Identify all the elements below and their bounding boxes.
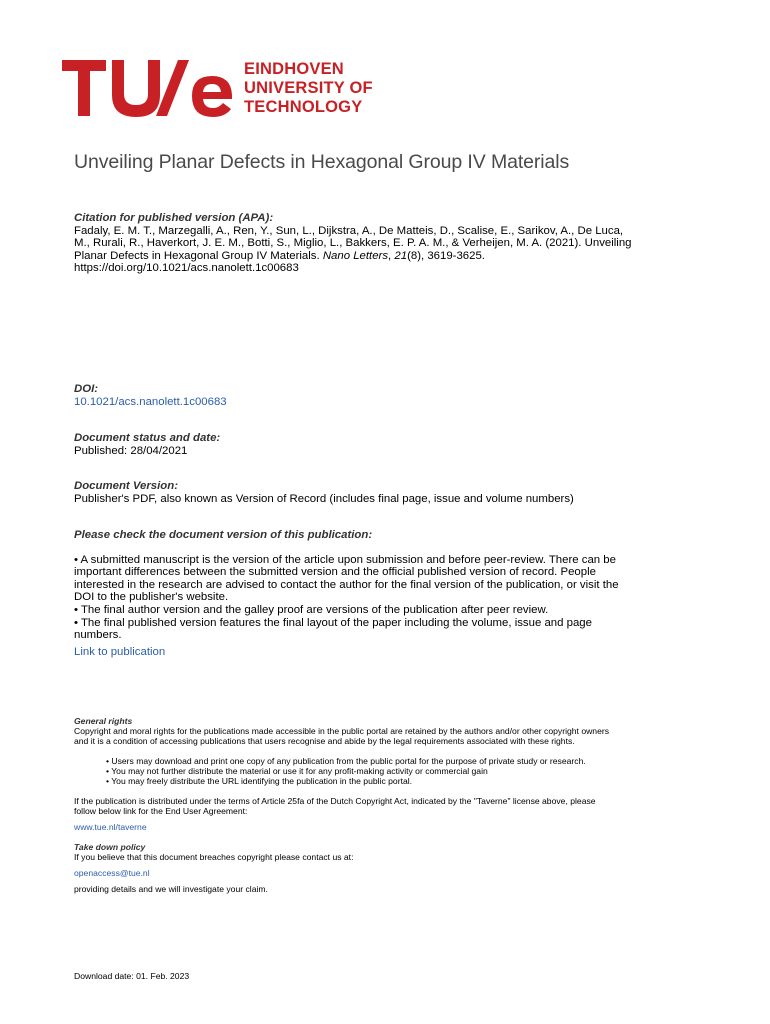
citation-sep: , (388, 249, 395, 262)
tue-logo (62, 56, 232, 120)
doi-link[interactable]: 10.1021/acs.nanolett.1c00683 (74, 395, 227, 408)
logo-line-1: EINDHOVEN (244, 60, 344, 78)
rights-section (74, 716, 724, 832)
citation-journal: Nano Letters (322, 249, 389, 262)
citation-label: Citation for published version (APA): (74, 212, 274, 224)
rights-bullet-1: • Users may download and print one copy of any publication from the public portal for the purpose of private study or research. (106, 756, 586, 766)
logo-line-3: TECHNOLOGY (244, 98, 363, 116)
publication-link[interactable]: Link to publication (74, 645, 166, 658)
download-date: Download date: 01. Feb. 2023 (74, 971, 190, 981)
takedown-line-2: providing details and we will investigate your claim. (74, 884, 268, 894)
check-bullet-2: • The final author version and the galley proof are versions of the publication after peer review. (74, 603, 549, 616)
doi-section (74, 383, 714, 408)
status-section (74, 432, 714, 457)
takedown-line-1: If you believe that this document breaches copyright please contact us at: (74, 852, 354, 862)
status-label: Document status and date: (74, 432, 221, 444)
check-bullet-3-line-2: numbers. (74, 629, 122, 642)
logo-line-2: UNIVERSITY OF (244, 79, 373, 97)
citation-line-3-post: (8), 3619-3625. (407, 249, 485, 262)
publication-title: Unveiling Planar Defects in Hexagonal Group IV Materials (74, 151, 570, 173)
citation-line-3 (74, 250, 714, 263)
check-bullet-1-line-2: important differences between the submitted version and the official published version of record. People (74, 566, 596, 579)
rights-bullets (74, 756, 724, 786)
openaccess-email-link[interactable]: openaccess@tue.nl (74, 868, 150, 878)
version-label: Document Version: (74, 480, 179, 492)
citation-doi-url: https://doi.org/10.1021/acs.nanolett.1c00683 (74, 262, 299, 275)
check-section (74, 529, 714, 658)
takedown-section (74, 842, 724, 894)
rights-bullet-3: • You may freely distribute the URL identifying the publication in the public portal. (106, 776, 413, 786)
check-bullet-1-line-4: DOI to the publisher's website. (74, 591, 229, 604)
check-bullet-3-line-1: • The final published version features the final layout of the paper including the volume, issue and page (74, 616, 592, 629)
citation-line-2: M., Rurali, R., Haverkort, J. E. M., Botti, S., Miglio, L., Bakkers, E. P. A. M., & Verheijen, M. A. (2021). Unveiling (74, 237, 632, 250)
check-label: Please check the document version of this publication: (74, 529, 373, 541)
takedown-label: Take down policy (74, 842, 146, 852)
citation-line-3-pre: Planar Defects in Hexagonal Group IV Materials. (74, 249, 323, 262)
citation-volume: 21 (394, 249, 408, 262)
university-name (244, 60, 373, 117)
rights-bullet-2: • You may not further distribute the material or use it for any profit-making activity or commercial gain (106, 766, 488, 776)
rights-para-2-line-2: follow below link for the End User Agreement: (74, 806, 248, 816)
rights-para-2-line-1: If the publication is distributed under the terms of Article 25fa of the Dutch Copyright Act, indicated by the "Taverne" license above, please (74, 796, 596, 806)
taverne-link[interactable]: www.tue.nl/taverne (74, 822, 147, 832)
check-bullet-1-line-1: • A submitted manuscript is the version of the article upon submission and before peer-review. There can be (74, 553, 616, 566)
tue-logo-mark-icon (62, 56, 232, 120)
rights-line-2: and it is a condition of accessing publications that users recognise and abide by the legal requirements associated with these rights. (74, 736, 575, 746)
check-bullet-1-line-3: interested in the research are advised to contact the author for the final version of the publication, or visit the (74, 578, 619, 591)
status-value: Published: 28/04/2021 (74, 444, 188, 457)
rights-line-1: Copyright and moral rights for the publications made accessible in the public portal are retained by the authors and/or other copyright owners (74, 726, 610, 736)
citation-line-1: Fadaly, E. M. T., Marzegalli, A., Ren, Y., Sun, L., Dijkstra, A., De Matteis, D., Scalise, E., Sarikov, A., De Luca, (74, 224, 624, 237)
doi-label: DOI: (74, 383, 99, 395)
citation-section (74, 212, 714, 275)
version-value: Publisher's PDF, also known as Version of Record (includes final page, issue and volume numbers) (74, 492, 574, 505)
version-section (74, 480, 714, 505)
rights-label: General rights (74, 716, 133, 726)
